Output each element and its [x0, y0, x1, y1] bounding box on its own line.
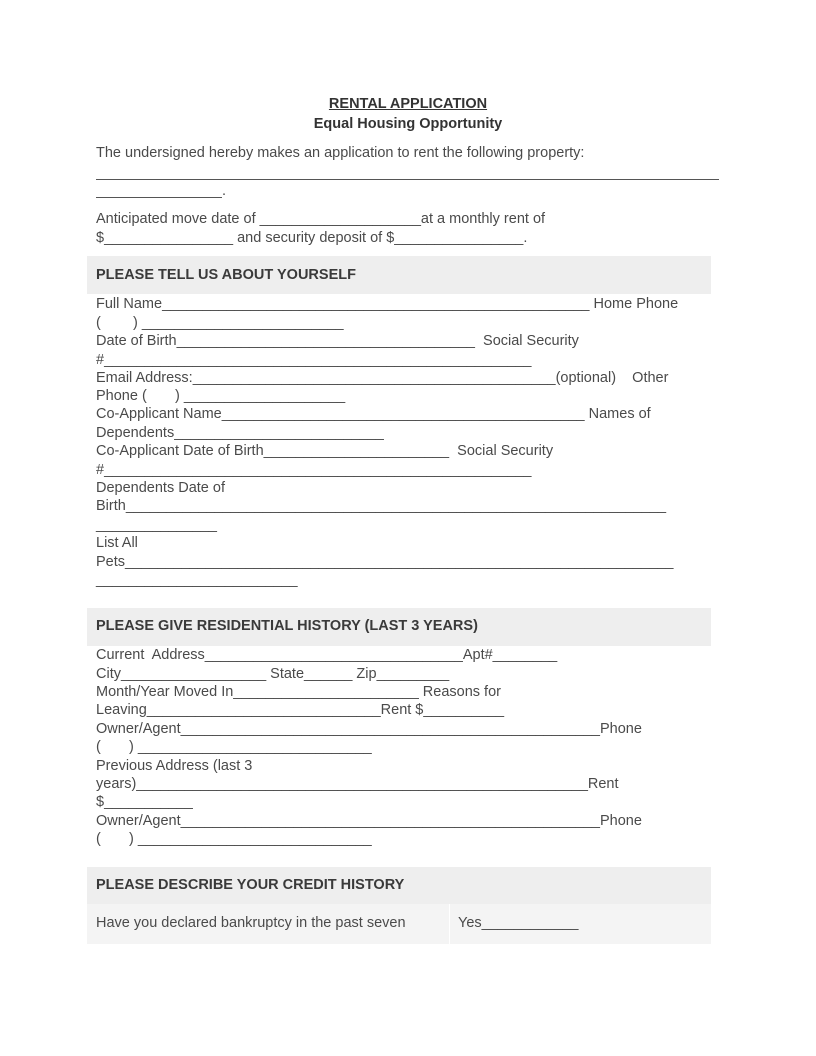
document-title: RENTAL APPLICATION — [328, 96, 488, 112]
field-date-of-birth[interactable]: Date of Birth_____________________________________ Social Security — [96, 333, 579, 349]
field-previous-address-label: Previous Address (last 3 — [96, 758, 253, 774]
field-dependents-dob-label: Dependents Date of — [96, 480, 225, 496]
section-title-credit: PLEASE DESCRIBE YOUR CREDIT HISTORY — [96, 877, 405, 893]
field-social-security[interactable]: #_____________________________________________________ — [96, 352, 532, 368]
field-owner-agent[interactable]: Owner/Agent____________________________________________________Phone — [96, 721, 642, 737]
bankruptcy-yes-field[interactable]: Yes____________ — [458, 915, 579, 931]
field-dependents-dob[interactable]: Birth___________________________________________________________________ — [96, 498, 667, 514]
field-pets-cont[interactable]: _________________________ — [96, 572, 298, 588]
section-title-residential: PLEASE GIVE RESIDENTIAL HISTORY (LAST 3 YEARS) — [96, 618, 478, 634]
intro-text: The undersigned hereby makes an application to rent the following property: — [96, 145, 585, 161]
field-other-phone[interactable]: Phone ( ) ____________________ — [96, 388, 346, 404]
field-city-state-zip[interactable]: City__________________ State______ Zip_________ — [96, 666, 450, 682]
field-pets[interactable]: Pets____________________________________________________________________ — [96, 554, 674, 570]
deposit-line[interactable]: $________________ and security deposit of $________________. — [96, 230, 528, 246]
field-moved-in[interactable]: Month/Year Moved In_______________________ Reasons for — [96, 684, 501, 700]
field-owner-phone[interactable]: ( ) _____________________________ — [96, 739, 372, 755]
field-dependents-dob-cont[interactable]: _______________ — [96, 517, 217, 533]
field-previous-owner-agent[interactable]: Owner/Agent____________________________________________________Phone — [96, 813, 642, 829]
field-current-address[interactable]: Current Address________________________________Apt#________ — [96, 647, 558, 663]
property-line-end: . — [222, 183, 227, 199]
row-separator — [449, 904, 450, 944]
property-line-2[interactable] — [96, 197, 222, 198]
field-email[interactable]: Email Address:_____________________________________________(optional) Other — [96, 370, 669, 386]
field-reasons-leaving[interactable]: Leaving_____________________________Rent $__________ — [96, 702, 505, 718]
document-subtitle: Equal Housing Opportunity — [313, 116, 503, 132]
field-co-applicant-name[interactable]: Co-Applicant Name_____________________________________________ Names of — [96, 406, 651, 422]
field-dependents-names[interactable]: Dependents__________________________ — [96, 425, 384, 441]
bankruptcy-question: Have you declared bankruptcy in the past seven — [96, 915, 406, 931]
field-pets-label: List All — [96, 535, 138, 551]
field-co-applicant-ssn[interactable]: #_____________________________________________________ — [96, 462, 532, 478]
property-line-1[interactable] — [96, 179, 719, 180]
field-previous-owner-phone[interactable]: ( ) _____________________________ — [96, 831, 372, 847]
section-title-about: PLEASE TELL US ABOUT YOURSELF — [96, 267, 356, 283]
move-date-line[interactable]: Anticipated move date of ____________________at a monthly rent of — [96, 211, 546, 227]
field-full-name[interactable]: Full Name_____________________________________________________ Home Phone — [96, 296, 679, 312]
field-co-applicant-dob[interactable]: Co-Applicant Date of Birth_______________________ Social Security — [96, 443, 554, 459]
field-home-phone[interactable]: ( ) _________________________ — [96, 315, 344, 331]
field-previous-rent[interactable]: $___________ — [96, 794, 193, 810]
field-previous-address[interactable]: years)________________________________________________________Rent — [96, 776, 619, 792]
